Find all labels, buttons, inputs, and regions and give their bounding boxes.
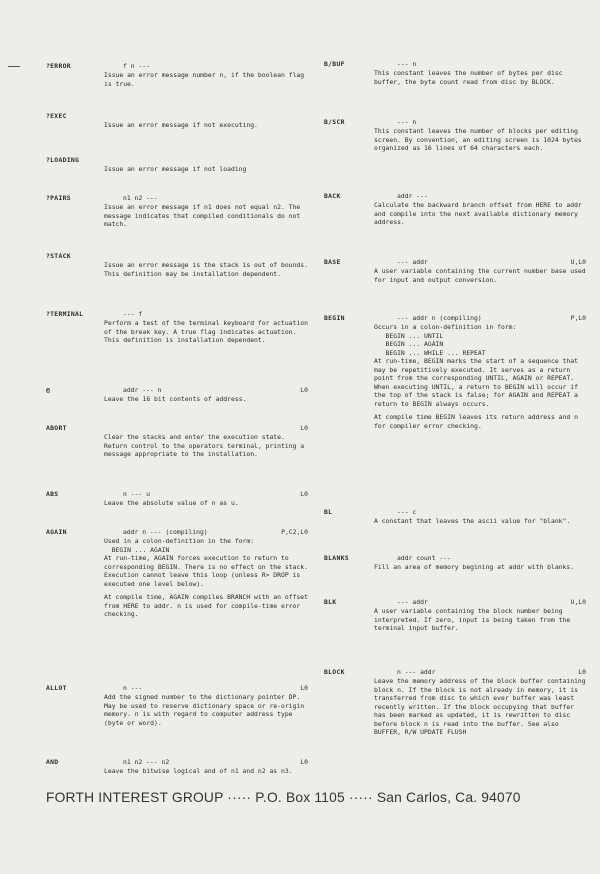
entry-flags: L0 [300,684,308,692]
entry-stack: --- n [397,118,417,126]
glossary-entry [46,758,308,781]
entry-description: Used in a colon-definition in the form: [104,537,255,545]
glossary-entry [46,424,308,464]
entry-name: ?STACK [46,252,71,260]
entry-stack: --- addr n (compiling) [397,314,482,322]
entry-description: At run-time, AGAIN forces execution to return to corresponding BEGIN. There is no effect on the stack. Execution cannot leave this loop (unless R> DROP is executed one level below). [104,554,308,588]
entry-name: BEGIN [324,314,345,322]
entry-description: Perform a test of the terminal keyboard for actuation of the break key. A true flag indicates actuation. This definition is installation dependent. [104,319,308,344]
entry-flags: L0 [300,424,308,432]
entry-description: Issue an error message if not loading [104,165,247,173]
entry-description: This constant leaves the number of bytes per disc buffer, the byte count read from disc by BLOCK. [374,69,563,86]
glossary-entry [46,490,308,513]
entry-stack: --- addr [397,598,428,606]
entry-name: BACK [324,192,341,200]
glossary-entry [324,668,586,742]
entry-flags: U,L0 [570,258,586,266]
entry-stack: --- addr [397,258,428,266]
entry-description: At compile time, AGAIN compiles BRANCH with an offset from HERE to addr. n is used for compile-time error checking. [104,593,308,618]
glossary-entry [324,554,586,577]
entry-stack: addr n --- (compiling) [123,528,208,536]
entry-name: BLOCK [324,668,345,676]
entry-flags: L0 [300,386,308,394]
glossary-entry [324,314,586,435]
entry-stack: --- n [397,60,417,68]
entry-stack: f n --- [123,62,150,70]
entry-description: Issue an error message if n1 does not equal n2. The message indicates that compiled conditionals do not match. [104,203,301,228]
entry-name: BL [324,508,333,516]
glossary-entry [46,62,308,93]
entry-stack: addr --- [397,192,428,200]
entry-description: Issue an error message if not executing. [104,121,258,129]
entry-description: Occurs in a colon-definition in form: [374,323,517,331]
entry-name: ?ERROR [46,62,71,70]
entry-name: ABS [46,490,59,498]
entry-flags: U,L0 [570,598,586,606]
code-example: BEGIN ... AGAIN [104,545,170,554]
entry-name: ?PAIRS [46,194,71,202]
entry-description: A user variable containing the block number being interpreted. If zero, input is being taken from the terminal input buffer. [374,607,571,632]
entry-description: Issue an error message number n, if the boolean flag is true. [104,71,305,88]
entry-name: ?LOADING [46,156,80,164]
glossary-entry [324,192,586,232]
scan-edge-mark [8,66,20,67]
entry-name: B/SCR [324,118,345,126]
glossary-entry [324,258,586,289]
glossary-entry [324,508,586,531]
entry-stack: --- f [123,310,143,318]
glossary-entry [324,598,586,638]
publisher-footer: FORTH INTEREST GROUP ····· P.O. Box 1105 ····· San Carlos, Ca. 94070 [46,790,521,805]
entry-description: This constant leaves the number of blocks per editing screen. By convention, an editing screen is 1024 bytes organized as 16 lines of 64 characters each. [374,127,582,152]
entry-stack: n1 n2 --- n2 [123,758,170,766]
entry-flags: P,L0 [570,314,586,322]
entry-stack: addr count --- [397,554,451,562]
entry-name: ?EXEC [46,112,67,120]
entry-flags: P,C2,L0 [281,528,308,536]
entry-name: AGAIN [46,528,67,536]
glossary-entry [46,112,308,135]
entry-name: ABORT [46,424,67,432]
entry-stack: n --- [123,684,143,692]
entry-stack: n --- u [123,490,150,498]
entry-description: Issue an error message is the stack is out of bounds. This definition may be installation dependent. [104,261,308,278]
glossary-entry [324,118,586,158]
entry-stack: n1 n2 --- [123,194,158,202]
entry-flags: L0 [300,758,308,766]
entry-description: A constant that leaves the ascii value for "blank". [374,517,571,525]
entry-description: At run-time, BEGIN marks the start of a sequence that may be repetitively executed. It serves as a return point from the corresponding UNTIL, AGAIN or REPEAT. When executing UNTIL, a return to BEGIN will occur if the top of the stack is false; for AGAIN and REPEAT a return to BEGIN always occurs. [374,357,578,408]
entry-stack: addr --- n [123,386,162,394]
entry-description: Leave the 16 bit contents of address. [104,395,247,403]
entry-description: A user variable containing the current number base used for input and output conversion. [374,267,586,284]
entry-name: B/BUF [324,60,345,68]
entry-description: Add the signed number to the dictionary pointer DP. May be used to reserve dictionary space or re-origin memory. n is with regard to computer address type (byte or word). [104,693,305,727]
glossary-entry [46,386,308,409]
entry-name: BASE [324,258,341,266]
entry-flags: L0 [578,668,586,676]
glossary-entry [46,156,308,179]
entry-name: @ [46,386,51,394]
glossary-entry [46,310,308,350]
entry-flags: L0 [300,490,308,498]
glossary-entry [46,252,308,283]
entry-description: Leave the memory address of the block buffer containing block n. If the block is not already in memory, it is transferred from disc to which ever buffer was least recently written. If the block occupying that buffer has been marked as updated, it is rewritten to disc before block n is read into the buffer. See also BUFFER, R/W UPDATE FLUSH [374,677,586,736]
entry-description: Fill an area of memory begining at addr with blanks. [374,563,575,571]
entry-description: Calculate the backward branch offset from HERE to addr and compile into the next available dictionary memory address. [374,201,582,226]
glossary-entry [46,528,308,624]
entry-description: Leave the absolute value of n as u. [104,499,239,507]
entry-stack: --- c [397,508,417,516]
glossary-entry [324,60,586,91]
entry-description: Clear the stacks and enter the execution state. Return control to the operators terminal, printing a message appropriate to the installation. [104,433,305,458]
code-example: BEGIN ... UNTIL BEGIN ... AGAIN BEGIN ... WHILE ... REPEAT [385,331,486,357]
glossary-entry [46,684,308,732]
entry-description: At compile time BEGIN leaves its return address and n for compiler error checking. [374,413,578,430]
entry-name: BLANKS [324,554,349,562]
entry-name: ?TERMINAL [46,310,84,318]
entry-stack: n --- addr [397,668,436,676]
entry-name: BLK [324,598,337,606]
entry-description: Leave the bitwise logical and of n1 and n2 as n3. [104,767,293,775]
entry-name: ALLOT [46,684,67,692]
entry-name: AND [46,758,59,766]
glossary-entry [46,194,308,234]
